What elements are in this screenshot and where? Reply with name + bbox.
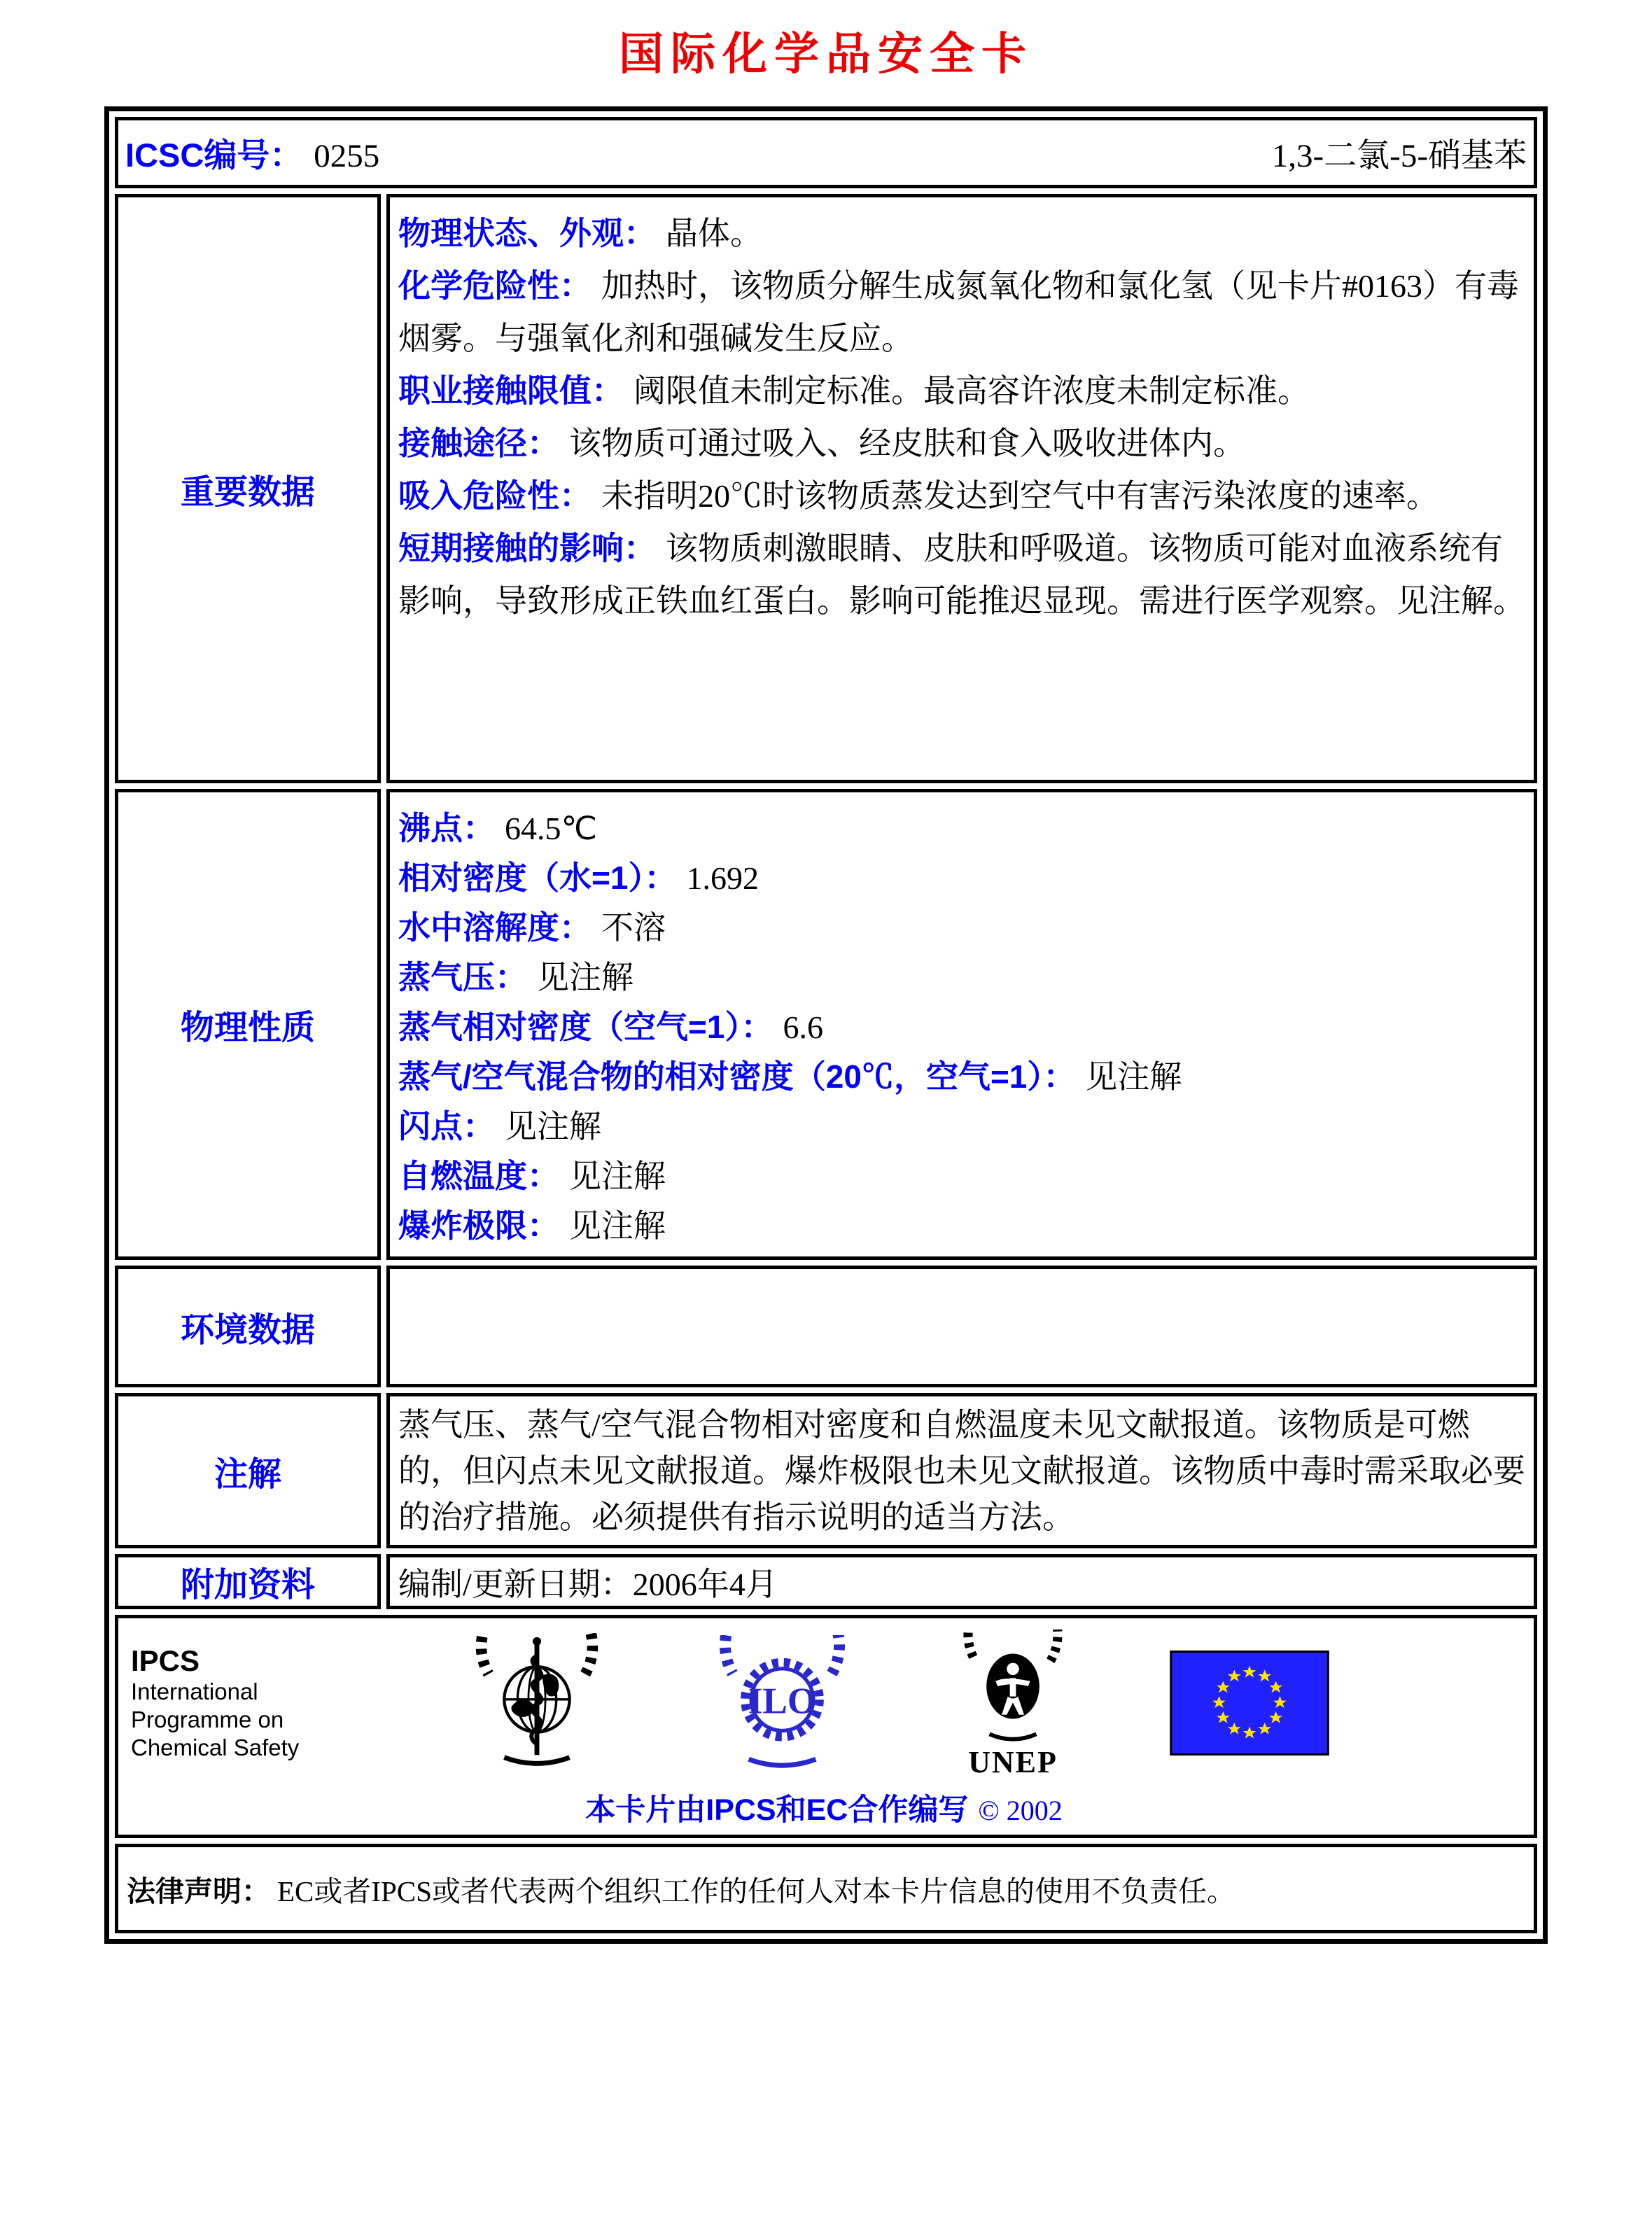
physical-properties-row — [115, 789, 1537, 1260]
field-value: 该物质可通过吸入、经皮肤和食入吸收进体内。 — [569, 426, 1245, 461]
field-label: 沸点： — [398, 810, 495, 846]
notes-row — [115, 1393, 1537, 1548]
additional-info-row — [115, 1554, 1537, 1609]
additional-info-content — [386, 1554, 1537, 1609]
field-label: 职业接触限值： — [398, 372, 624, 409]
field-value: 加热时，该物质分解生成氮氧化物和氯化氢（见卡片#0163）有毒烟雾。与强氧化剂和强碱发生反应。 — [398, 268, 1519, 356]
update-date-text: 编制/更新日期：2006年4月 — [398, 1566, 778, 1602]
header-cell — [115, 117, 1537, 188]
field-label: 相对密度（水=1）： — [398, 860, 677, 896]
ilo-icon — [712, 1635, 852, 1772]
property-line — [398, 1151, 1527, 1201]
field-label: 接触途径： — [398, 425, 559, 461]
unep-icon — [957, 1630, 1069, 1745]
environmental-data-label: 环境数据 — [115, 1266, 381, 1387]
additional-info-label: 附加资料 — [115, 1554, 381, 1609]
important-item — [398, 417, 1527, 470]
unep-logo — [943, 1630, 1083, 1777]
page-title: 国际化学品安全卡 — [619, 29, 1033, 79]
physical-properties-label: 物理性质 — [115, 789, 381, 1260]
field-value: 阈限值未制定标准。最高容许浓度未制定标准。 — [634, 373, 1310, 409]
icsc-number-group — [125, 129, 379, 176]
ipcs-abbr: IPCS — [131, 1644, 200, 1677]
notes-label: 注解 — [115, 1393, 381, 1548]
field-label: 吸入危险性： — [398, 477, 592, 514]
cooperation-caption — [131, 1786, 1517, 1829]
important-data-label: 重要数据 — [115, 194, 381, 783]
icsc-number-label: ICSC编号： — [125, 136, 303, 174]
field-label: 短期接触的影响： — [398, 530, 656, 566]
important-item — [398, 470, 1527, 522]
field-value: 见注解 — [569, 1158, 666, 1194]
caption-text: 本卡片由IPCS和EC合作编写 — [585, 1793, 969, 1827]
logo-strip — [131, 1630, 1517, 1777]
unep-wordmark: UNEP — [968, 1745, 1058, 1779]
field-value: 1.692 — [686, 860, 759, 896]
field-label: 水中溶解度： — [398, 909, 592, 946]
field-value: 6.6 — [783, 1009, 823, 1045]
environmental-data-content — [386, 1266, 1537, 1387]
icsc-number-value: 0255 — [314, 137, 380, 174]
important-item — [398, 260, 1527, 365]
important-item — [398, 207, 1527, 260]
logos-row — [115, 1615, 1537, 1838]
field-value: 见注解 — [569, 1208, 666, 1244]
legal-notice-label: 法律声明： — [127, 1875, 270, 1907]
ipcs-text-block — [131, 1644, 369, 1762]
logos-cell — [115, 1615, 1537, 1838]
important-item — [398, 365, 1527, 417]
caption-year: © 2002 — [978, 1795, 1063, 1826]
ilo-letters: ILO — [748, 1680, 816, 1722]
field-label: 物理状态、外观： — [398, 215, 656, 251]
property-line — [398, 953, 1527, 1002]
property-line — [398, 1102, 1527, 1151]
notes-text: 蒸气压、蒸气/空气混合物相对密度和自燃温度未见文献报道。该物质是可燃的，但闪点未见文献报道。爆炸极限也未见文献报道。该物质中毒时需采取必要的治疗措施。必须提供有指示说明的适当方法。 — [398, 1407, 1525, 1535]
chemical-name: 1,3-二氯-5-硝基苯 — [1271, 137, 1527, 174]
physical-properties-content — [386, 789, 1537, 1260]
ipcs-name-line: Chemical Safety — [131, 1735, 300, 1760]
field-value: 该物质刺激眼睛、皮肤和呼吸道。该物质可能对血液系统有影响，导致形成正铁血红蛋白。影响可能推迟显现。需进行医学观察。见注解。 — [398, 531, 1525, 619]
eu-flag-icon — [1167, 1651, 1331, 1756]
field-value: 见注解 — [537, 960, 634, 995]
legal-row — [115, 1844, 1537, 1933]
property-line — [398, 1002, 1527, 1052]
important-data-content — [386, 194, 1537, 783]
field-value: 晶体。 — [666, 216, 762, 251]
property-line — [398, 1201, 1527, 1251]
legal-notice-text: EC或者IPCS或者代表两个组织工作的任何人对本卡片信息的使用不负责任。 — [277, 1875, 1236, 1907]
ipcs-name-line: International — [131, 1679, 258, 1704]
legal-cell — [115, 1844, 1537, 1933]
field-label: 蒸气压： — [398, 959, 527, 995]
field-label: 蒸气/空气混合物的相对密度（20℃，空气=1）： — [398, 1058, 1076, 1095]
property-line — [398, 853, 1527, 903]
property-line — [398, 903, 1527, 953]
field-value: 见注解 — [1085, 1059, 1182, 1095]
field-value: 未指明20℃时该物质蒸发达到空气中有害污染浓度的速率。 — [601, 478, 1438, 514]
field-label: 爆炸极限： — [398, 1207, 559, 1244]
ipcs-name-line: Programme on — [131, 1707, 284, 1732]
important-item — [398, 522, 1527, 627]
header-row — [115, 117, 1537, 188]
field-label: 化学危险性： — [398, 267, 592, 304]
field-label: 自燃温度： — [398, 1158, 559, 1194]
field-value: 见注解 — [505, 1109, 601, 1144]
field-label: 闪点： — [398, 1108, 495, 1144]
field-label: 蒸气相对密度（空气=1）： — [398, 1009, 774, 1045]
field-value: 不溶 — [601, 910, 666, 946]
who-icon — [467, 1633, 607, 1773]
icsc-card-table — [104, 106, 1548, 1944]
important-data-row — [115, 194, 1537, 783]
notes-content — [386, 1393, 1537, 1548]
property-line — [398, 1052, 1527, 1102]
environmental-data-row — [115, 1266, 1537, 1387]
property-line — [398, 804, 1527, 853]
field-value: 64.5℃ — [505, 811, 598, 846]
